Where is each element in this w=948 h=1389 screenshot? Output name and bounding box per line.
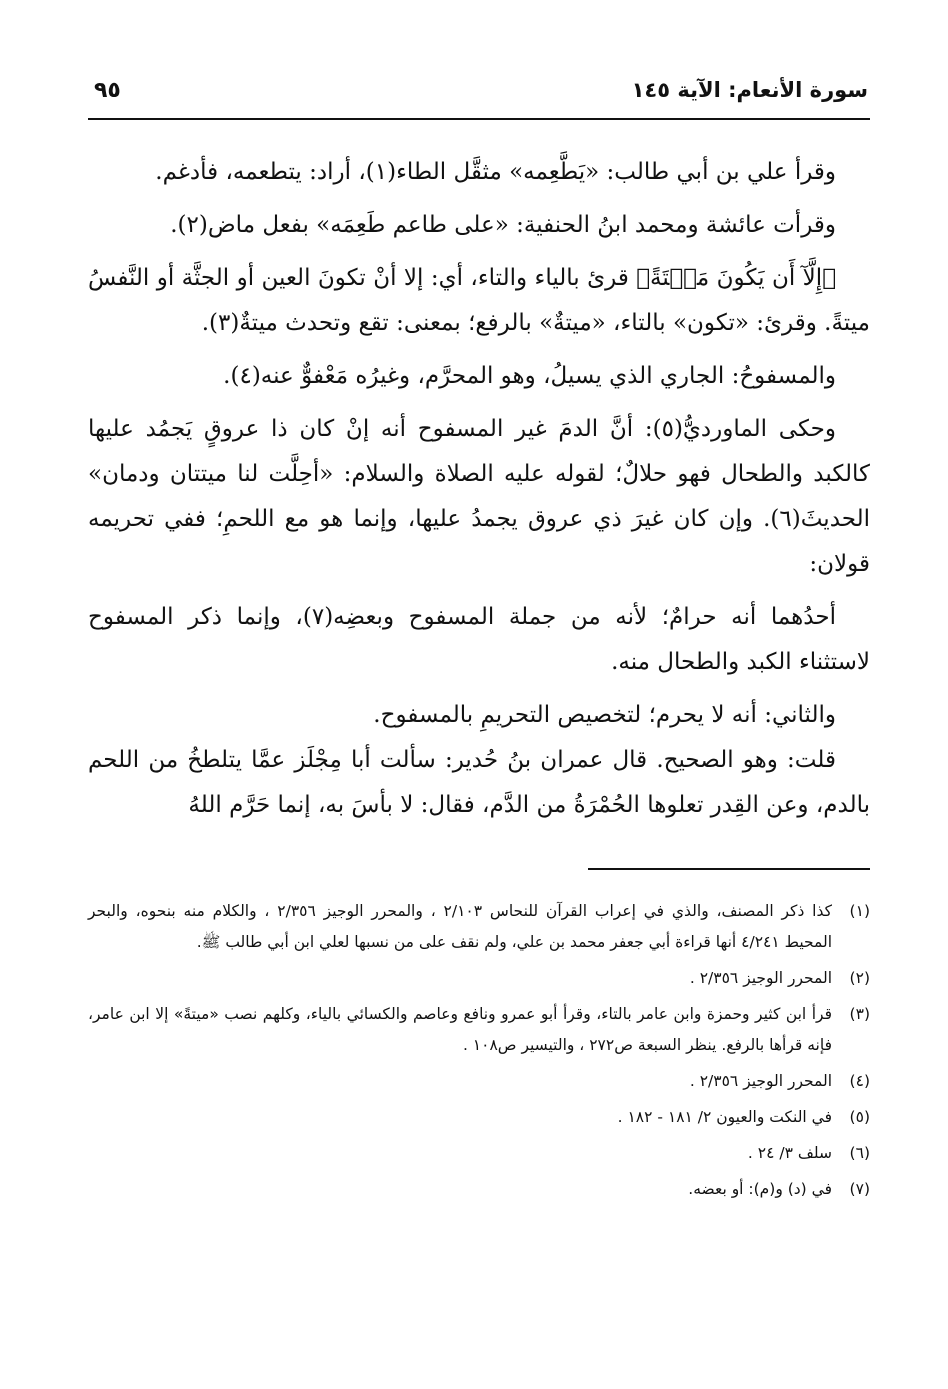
paragraph: وقرأت عائشة ومحمد ابنُ الحنفية: «على طاعم طَعِمَه» بفعل ماض(٢). (170, 212, 836, 238)
footnote-text: في النكت والعيون ٢/ ١٨١ - ١٨٢ . (617, 1108, 832, 1126)
footnote-number: (١) (849, 902, 870, 920)
footnote (88, 963, 870, 994)
footnotes (88, 896, 870, 1205)
footnote (88, 999, 870, 1061)
paragraph: أحدُهما أنه حرامٌ؛ لأنه من جملة المسفوح وبعضِه(٧)، وإنما ذكر المسفوح لاستثناء الكبد والطحال منه. (88, 604, 870, 675)
page-header (88, 72, 870, 120)
footnote-number: (٣) (849, 1005, 870, 1023)
footnote-number: (٥) (849, 1108, 870, 1126)
paragraph: والمسفوحُ: الجاري الذي يسيلُ، وهو المحرَّم، وغيرُه مَعْفوٌّ عنه(٤). (223, 363, 836, 389)
footnote-separator (588, 868, 870, 870)
paragraph: والثاني: أنه لا يحرم؛ لتخصيص التحريمِ بالمسفوح. (373, 702, 836, 728)
footnote (88, 1174, 870, 1205)
footnote-number: (٤) (849, 1072, 870, 1090)
footnote (88, 1066, 870, 1097)
paragraph: ﴿إِلَّآ أَن يَكُونَ مَيۡتَةً﴾ قرئ بالياء والتاء، أي: إلا أنْ تكونَ العين أو الجثَّة أو النَّفسُ ميتةً. وقرئ: «تكون» بالتاء، «ميتةٌ» بالرفع؛ بمعنى: تقع وتحدث ميتةٌ(٣). (88, 265, 870, 336)
main-text (88, 150, 870, 828)
running-title: سورة الأنعام: الآية ١٤٥ (631, 78, 868, 102)
footnote-number: (٧) (849, 1180, 870, 1198)
footnote (88, 1138, 870, 1169)
footnote-number: (٦) (849, 1144, 870, 1162)
paragraph: وقرأ علي بن أبي طالب: «يَطَّعِمه» مثقَّل الطاء(١)، أراد: يتطعمه، فأدغم. (155, 159, 836, 185)
footnote-text: في (د) و(م): أو بعضه. (688, 1180, 832, 1198)
book-page (88, 72, 870, 1210)
footnote (88, 1102, 870, 1133)
footnote-text: كذا ذكر المصنف، والذي في إعراب القرآن للنحاس ٢/١٠٣ ، والمحرر الوجيز ٢/٣٥٦ ، والكلام منه بنحوه، والبحر المحيط ٤/٢٤١ أنها قراءة أبي جعفر محمد بن علي، ولم نقف على من نسبها لعلي ابن أبي طالب ﷺ. (88, 902, 833, 951)
footnote-text: المحرر الوجيز ٢/٣٥٦ . (689, 1072, 832, 1090)
footnote (88, 896, 870, 958)
footnote-number: (٢) (849, 969, 870, 987)
paragraph: وحكى الماورديُّ(٥): أنَّ الدمَ غير المسفوح أنه إنْ كان ذا عروقٍ يَجمُد عليها كالكبد والطحال فهو حلالٌ؛ لقوله عليه الصلاة والسلام: «أحِلَّت لنا ميتتان ودمان» الحديثَ(٦). وإن كان غيرَ ذي عروق يجمدُ عليها، وإنما هو مع اللحمِ؛ ففي تحريمه قولان: (88, 416, 871, 577)
page-number: ٩٥ (94, 78, 121, 103)
footnote-text: قرأ ابن كثير وحمزة وابن عامر بالتاء، وقرأ أبو عمرو ونافع وعاصم والكسائي بالياء، وكلهم نصب «ميتةً» إلا ابن عامر، فإنه قرأها بالرفع. ينظر السبعة ص٢٧٢ ، والتيسير ص١٠٨ . (88, 1005, 832, 1054)
footnote-text: المحرر الوجيز ٢/٣٥٦ . (689, 969, 832, 987)
footnote-text: سلف ٣/ ٢٤ . (747, 1144, 832, 1162)
paragraph: قلت: وهو الصحيح. قال عمران بنُ حُدير: سألت أبا مِجْلَز عمَّا يتلطخُ من اللحم بالدم، وعن القِدر تعلوها الحُمْرَةُ من الدَّم، فقال: لا بأسَ به، إنما حَرَّم اللهُ (88, 747, 870, 818)
